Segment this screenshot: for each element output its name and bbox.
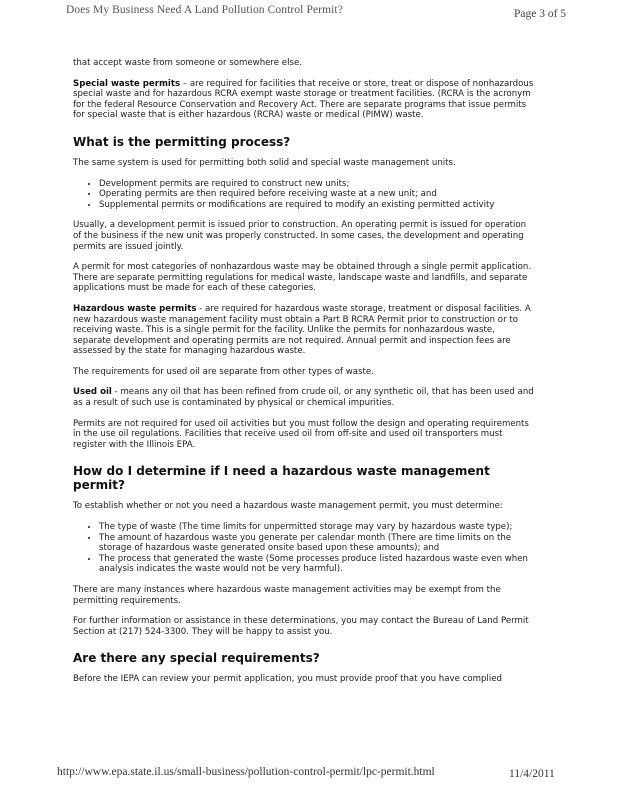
used-oil-term: Used oil [73, 387, 112, 398]
used-oil-separate-paragraph: The requirements for used oil are separate from other types of waste. [73, 366, 374, 377]
heading-special-requirements: Are there any special requirements? [73, 651, 320, 666]
determine-list [73, 522, 535, 575]
list-item: • Operating permits are then required before receiving waste at a new unit; and [99, 189, 535, 200]
hazardous-permits-term: Hazardous waste permits [73, 303, 197, 314]
permit-types-list [73, 179, 535, 211]
list-item: • Supplemental permits or modifications are required to modify an existing permitted activity [99, 200, 535, 211]
page-number: Page 3 of 5 [514, 8, 567, 20]
used-oil-definition [73, 387, 535, 408]
heading-permitting-process: What is the permitting process? [73, 134, 291, 149]
special-waste-text: – are required for facilities that receive or store, treat or dispose of nonhazardous special waste and for hazardous RCRA exempt waste storage or treatment facilities. (RCRA is the acronym for the federal Resource Conservation and Recovery Act. There are separate programs that issue permits for special waste that is either hazardous (RCRA) waste or medical (PIMW) waste. [73, 78, 534, 121]
exempt-paragraph: There are many instances where hazardous waste management activities may be exempt from the permitting requirements. [73, 585, 501, 606]
list-item: • The type of waste (The time limits for unpermitted storage may vary by hazardous waste type); [99, 522, 535, 533]
footer-url: http://www.epa.state.il.us/small-business/pollution-control-permit/lpc-permit.html [57, 766, 435, 778]
determine-intro: To establish whether or not you need a hazardous waste management permit, you must determine: [73, 501, 503, 512]
document-body [73, 58, 535, 695]
special-waste-term: Special waste permits [73, 78, 181, 89]
hazardous-permits-paragraph [73, 304, 535, 357]
special-requirements-intro: Before the IEPA can review your permit application, you must provide proof that you have complied [73, 674, 502, 685]
usually-paragraph: Usually, a development permit is issued prior to construction. An operating permit is issued for operation of the business if the new unit was properly constructed. In some cases, the development and operating permits are issued jointly. [73, 220, 527, 252]
special-waste-paragraph [73, 79, 535, 121]
permitting-intro: The same system is used for permitting both solid and special waste management units. [73, 157, 456, 168]
single-permit-paragraph: A permit for most categories of nonhazardous waste may be obtained through a single permit application. There are separate permitting regulations for medical waste, landscape waste and landfills, and separate applications must be made for each of these categories. [73, 262, 532, 294]
hazardous-permits-text: - are required for hazardous waste storage, treatment or disposal facilities. A new hazardous waste management facility must obtain a Part B RCRA Permit prior to construction or to receiving waste. This is a single permit for the facility. Unlike the permits for nonhazardous waste, separate development and operating permits are not required. Annual permit and inspection fees are assessed by the state for managing hazardous waste. [73, 303, 531, 357]
footer-date: 11/4/2011 [509, 768, 555, 780]
list-item: • The amount of hazardous waste you generate per calendar month (There are time limits on the storage of hazardous waste generated onsite based upon these amounts); and [99, 533, 535, 554]
intro-continuation: that accept waste from someone or somewhere else. [73, 58, 302, 68]
contact-paragraph: For further information or assistance in these determinations, you may contact the Bureau of Land Permit Section at (217) 524-3300. They will be happy to assist you. [73, 616, 529, 637]
used-oil-text: - means any oil that has been refined from crude oil, or any synthetic oil, that has been used and as a result of such use is contaminated by physical or chemical impurities. [73, 387, 534, 409]
page-header-title: Does My Business Need A Land Pollution Control Permit? [66, 4, 343, 16]
used-oil-permits-paragraph: Permits are not required for used oil activities but you must follow the design and operating requirements in the use oil regulations. Facilities that receive used oil from off-site and used oil transporters must register with the Illinois EPA. [73, 418, 529, 450]
list-item: • The process that generated the waste (Some processes produce listed hazardous waste even when analysis indicates the waste would not be very harmful). [99, 554, 535, 575]
list-item: • Development permits are required to construct new units; [99, 179, 535, 190]
heading-determine-permit: How do I determine if I need a hazardous waste management permit? [73, 464, 490, 493]
